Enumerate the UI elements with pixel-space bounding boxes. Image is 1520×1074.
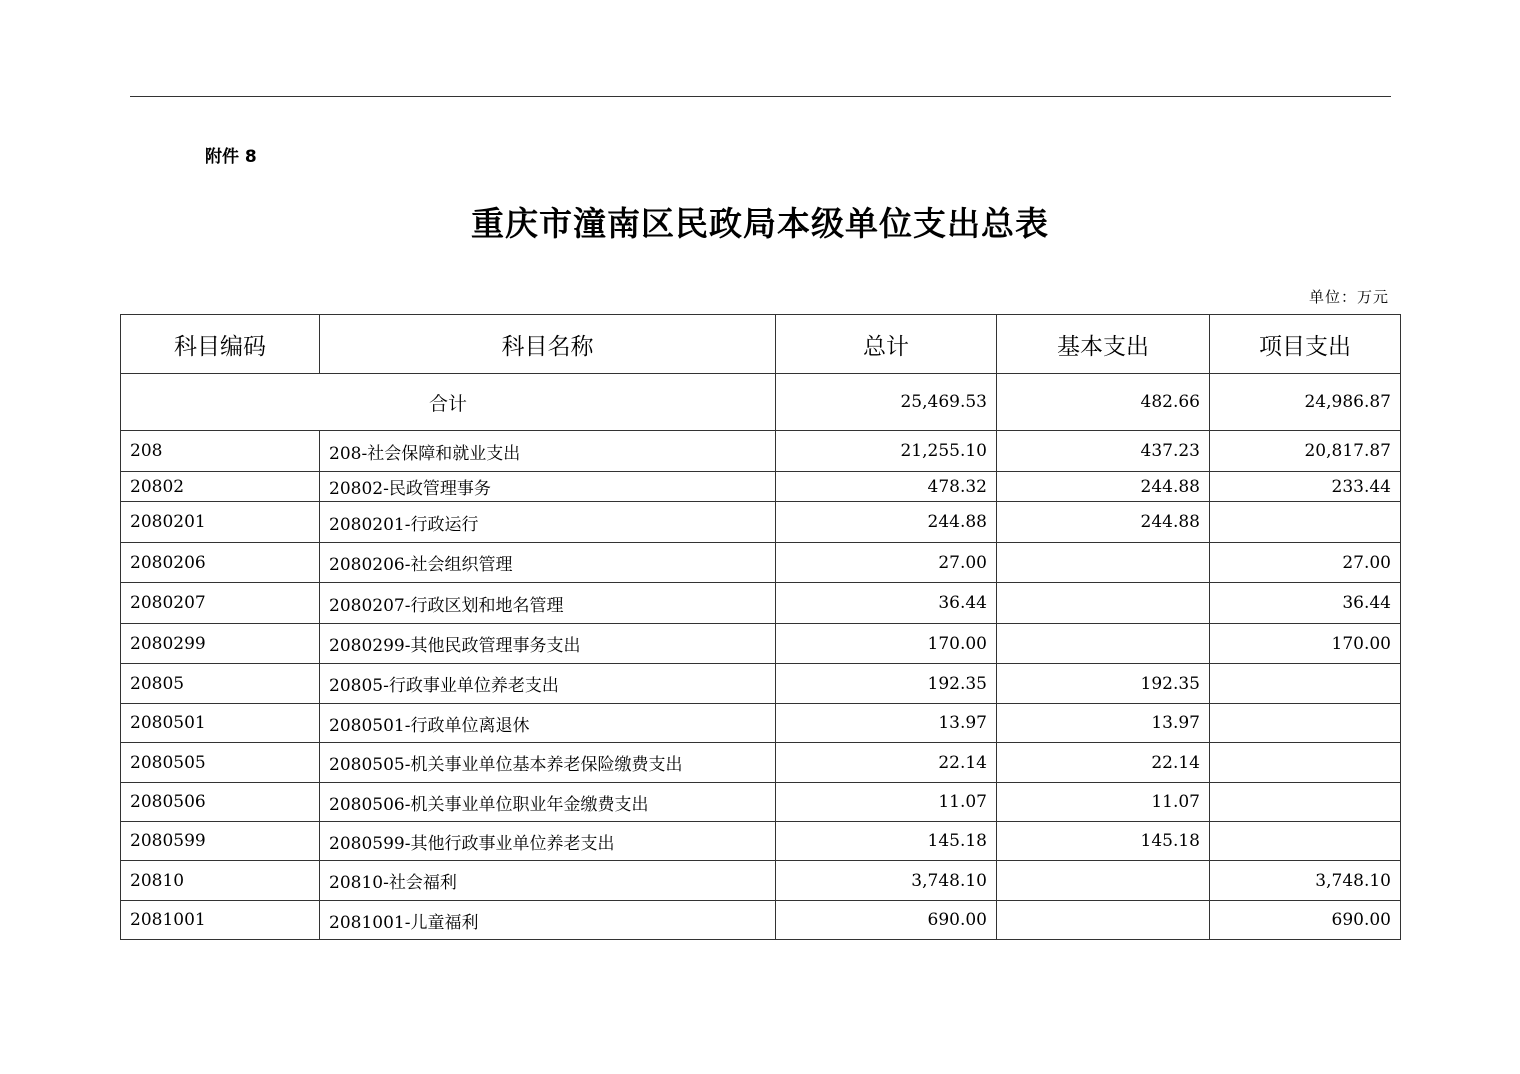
page-title: 重庆市潼南区民政局本级单位支出总表: [471, 204, 1049, 243]
col-header-code: 科目编码: [121, 315, 320, 374]
cell-name: 208-社会保障和就业支出: [320, 431, 776, 472]
cell-total: 27.00: [776, 543, 997, 583]
cell-basic: [997, 583, 1210, 624]
unit-label: 单位：万元: [1308, 288, 1389, 306]
cell-code: 20810: [121, 861, 320, 901]
cell-name: 2080505-机关事业单位基本养老保险缴费支出: [320, 743, 776, 783]
cell-total: 244.88: [776, 502, 997, 543]
table-row: [121, 624, 1401, 664]
cell-name: 20802-民政管理事务: [320, 472, 776, 502]
cell-total: 36.44: [776, 583, 997, 624]
cell-total: 22.14: [776, 743, 997, 783]
cell-total: 170.00: [776, 624, 997, 664]
cell-basic: 22.14: [997, 743, 1210, 783]
cell-project: [1210, 822, 1401, 861]
table-row: [121, 783, 1401, 822]
cell-code: 2081001: [121, 901, 320, 940]
cell-basic: [997, 861, 1210, 901]
cell-project: 233.44: [1210, 472, 1401, 502]
cell-basic: [997, 901, 1210, 940]
table-row: [121, 583, 1401, 624]
cell-project: 20,817.87: [1210, 431, 1401, 472]
cell-total: 11.07: [776, 783, 997, 822]
cell-total: 3,748.10: [776, 861, 997, 901]
cell-project: [1210, 502, 1401, 543]
table-header-row: [121, 315, 1401, 374]
total-label: 合计: [121, 374, 776, 431]
cell-name: 2080201-行政运行: [320, 502, 776, 543]
cell-basic: 437.23: [997, 431, 1210, 472]
cell-project: 690.00: [1210, 901, 1401, 940]
cell-code: 2080506: [121, 783, 320, 822]
attachment-label: 附件 8: [205, 147, 257, 167]
cell-code: 2080501: [121, 704, 320, 743]
cell-name: 2080207-行政区划和地名管理: [320, 583, 776, 624]
cell-name: 2081001-儿童福利: [320, 901, 776, 940]
cell-total: 690.00: [776, 901, 997, 940]
cell-name: 20805-行政事业单位养老支出: [320, 664, 776, 704]
table-row: [121, 743, 1401, 783]
cell-total: 478.32: [776, 472, 997, 502]
cell-code: 2080201: [121, 502, 320, 543]
header-rule: [130, 96, 1391, 97]
cell-name: 2080206-社会组织管理: [320, 543, 776, 583]
cell-code: 20802: [121, 472, 320, 502]
cell-project: [1210, 704, 1401, 743]
cell-project: [1210, 664, 1401, 704]
cell-total: 145.18: [776, 822, 997, 861]
cell-project: [1210, 783, 1401, 822]
expenditure-table: [120, 314, 1401, 940]
cell-name: 2080506-机关事业单位职业年金缴费支出: [320, 783, 776, 822]
total-cell-total: 25,469.53: [776, 374, 997, 431]
table-row: [121, 901, 1401, 940]
cell-code: 208: [121, 431, 320, 472]
cell-total: 13.97: [776, 704, 997, 743]
cell-code: 20805: [121, 664, 320, 704]
total-cell-project: 24,986.87: [1210, 374, 1401, 431]
table-row: [121, 472, 1401, 502]
cell-basic: 13.97: [997, 704, 1210, 743]
cell-total: 21,255.10: [776, 431, 997, 472]
col-header-name: 科目名称: [320, 315, 776, 374]
total-row: [121, 374, 1401, 431]
table-row: [121, 822, 1401, 861]
cell-basic: 145.18: [997, 822, 1210, 861]
col-header-project: 项目支出: [1210, 315, 1401, 374]
cell-basic: [997, 543, 1210, 583]
cell-basic: 244.88: [997, 472, 1210, 502]
table-row: [121, 664, 1401, 704]
cell-name: 2080299-其他民政管理事务支出: [320, 624, 776, 664]
cell-name: 2080599-其他行政事业单位养老支出: [320, 822, 776, 861]
cell-code: 2080207: [121, 583, 320, 624]
cell-code: 2080505: [121, 743, 320, 783]
cell-code: 2080206: [121, 543, 320, 583]
table-row: [121, 431, 1401, 472]
cell-code: 2080599: [121, 822, 320, 861]
cell-basic: 11.07: [997, 783, 1210, 822]
cell-project: 3,748.10: [1210, 861, 1401, 901]
cell-name: 2080501-行政单位离退休: [320, 704, 776, 743]
cell-project: 36.44: [1210, 583, 1401, 624]
cell-basic: 244.88: [997, 502, 1210, 543]
cell-project: 27.00: [1210, 543, 1401, 583]
cell-code: 2080299: [121, 624, 320, 664]
cell-total: 192.35: [776, 664, 997, 704]
table-row: [121, 502, 1401, 543]
table-row: [121, 704, 1401, 743]
col-header-total: 总计: [776, 315, 997, 374]
cell-project: 170.00: [1210, 624, 1401, 664]
table-row: [121, 861, 1401, 901]
total-cell-basic: 482.66: [997, 374, 1210, 431]
cell-project: [1210, 743, 1401, 783]
cell-basic: 192.35: [997, 664, 1210, 704]
table-row: [121, 543, 1401, 583]
cell-basic: [997, 624, 1210, 664]
col-header-basic: 基本支出: [997, 315, 1210, 374]
cell-name: 20810-社会福利: [320, 861, 776, 901]
